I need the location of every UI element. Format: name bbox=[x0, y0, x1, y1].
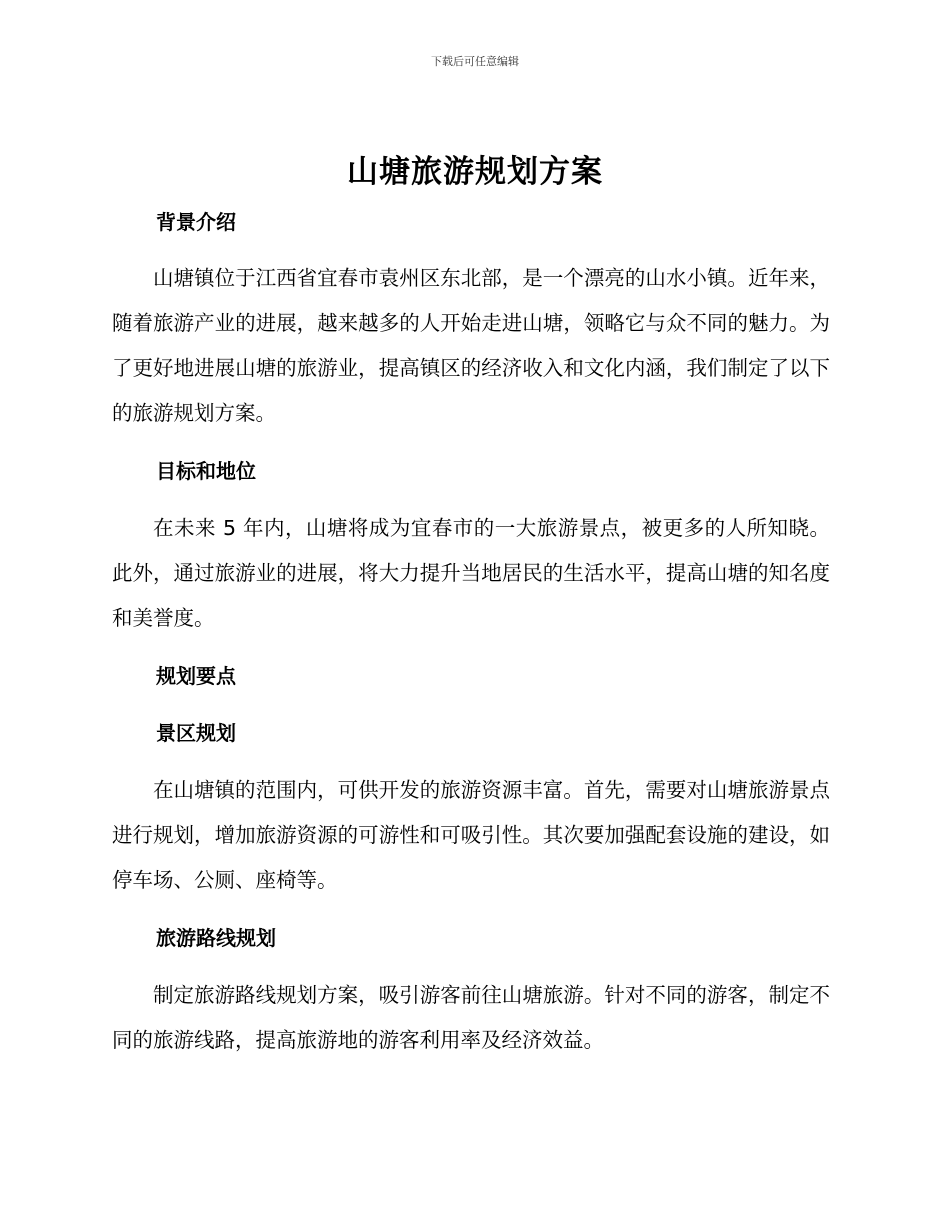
document-title: 山塘旅游规划方案 bbox=[347, 154, 603, 190]
header-note: 下载后可任意编辑 bbox=[431, 55, 519, 68]
section-heading-goals: 目标和地位 bbox=[156, 459, 256, 483]
section-heading-key-points: 规划要点 bbox=[156, 664, 236, 688]
section-paragraph-scenic-area: 在山塘镇的范围内，可供开发的旅游资源丰富。首先，需要对山塘旅游景点进行规划，增加旅游资源的可游性和可吸引性。其次要加强配套设施的建设，如停车场、公厕、座椅等。 bbox=[112, 778, 830, 892]
section-heading-background: 背景介绍 bbox=[156, 210, 236, 234]
section-paragraph-route: 制定旅游路线规划方案，吸引游客前往山塘旅游。针对不同的游客，制定不同的旅游线路，提高旅游地的游客利用率及经济效益。 bbox=[112, 983, 830, 1052]
section-paragraph-goals: 在未来 5 年内，山塘将成为宜春市的一大旅游景点，被更多的人所知晓。此外，通过旅游业的进展，将大力提升当地居民的生活水平，提高山塘的知名度和美誉度。 bbox=[112, 516, 830, 630]
section-heading-route: 旅游路线规划 bbox=[156, 926, 276, 950]
section-heading-scenic-area: 景区规划 bbox=[156, 721, 236, 745]
section-paragraph-background: 山塘镇位于江西省宜春市袁州区东北部，是一个漂亮的山水小镇。近年来，随着旅游产业的进展，越来越多的人开始走进山塘，领略它与众不同的魅力。为了更好地进展山塘的旅游业，提高镇区的经济收入和文化内涵，我们制定了以下的旅游规划方案。 bbox=[112, 266, 830, 425]
